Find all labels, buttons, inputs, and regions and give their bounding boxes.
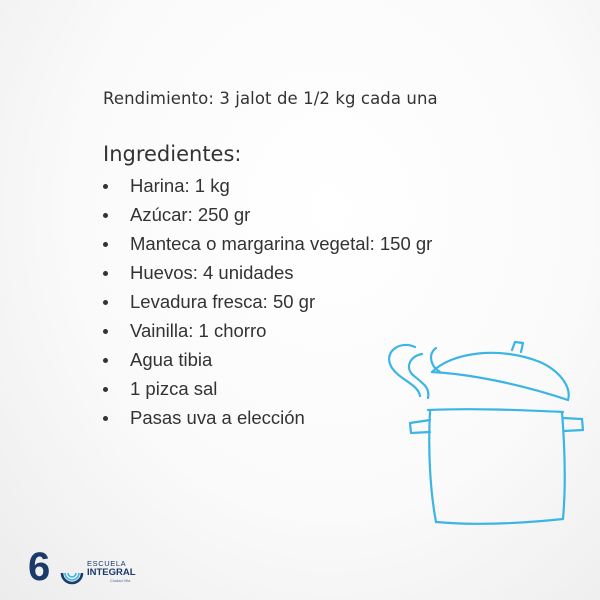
ingredient-label: Manteca o margarina vegetal: 150 gr	[130, 233, 433, 254]
ingredient-item	[103, 171, 432, 200]
bullet-icon	[103, 416, 108, 421]
ingredient-item	[103, 258, 432, 287]
ingredient-label: Vainilla: 1 chorro	[130, 320, 267, 341]
logo-line-1: ESCUELA	[87, 559, 127, 568]
bullet-icon	[103, 387, 108, 392]
logo-waves-icon	[58, 559, 86, 587]
ingredient-item	[103, 200, 432, 229]
ingredient-label: Levadura fresca: 50 gr	[130, 291, 316, 312]
logo-line-2: INTEGRAL	[87, 567, 136, 578]
logo-number: 6	[28, 545, 51, 589]
ingredient-label: Azúcar: 250 gr	[130, 204, 251, 225]
bullet-icon	[103, 184, 108, 189]
ingredient-label: Pasas uva a elección	[130, 407, 305, 428]
bullet-icon	[103, 300, 108, 305]
bullet-icon	[103, 329, 108, 334]
ingredient-label: Harina: 1 kg	[130, 175, 230, 196]
cooking-pot-icon	[380, 335, 592, 535]
ingredient-item	[103, 229, 432, 258]
ingredient-label: 1 pizca sal	[130, 378, 218, 399]
ingredient-label: Huevos: 4 unidades	[130, 262, 294, 283]
ingredient-label: Agua tibia	[130, 349, 213, 370]
bullet-icon	[103, 271, 108, 276]
yield-text: Rendimiento: 3 jalot de 1/2 kg cada una	[103, 89, 438, 108]
school-logo	[28, 545, 168, 595]
ingredient-item	[103, 287, 432, 316]
ingredients-heading: Ingredientes:	[103, 142, 242, 166]
bullet-icon	[103, 242, 108, 247]
bullet-icon	[103, 358, 108, 363]
bullet-icon	[103, 213, 108, 218]
logo-line-3: Ciudad Vila	[110, 578, 131, 583]
